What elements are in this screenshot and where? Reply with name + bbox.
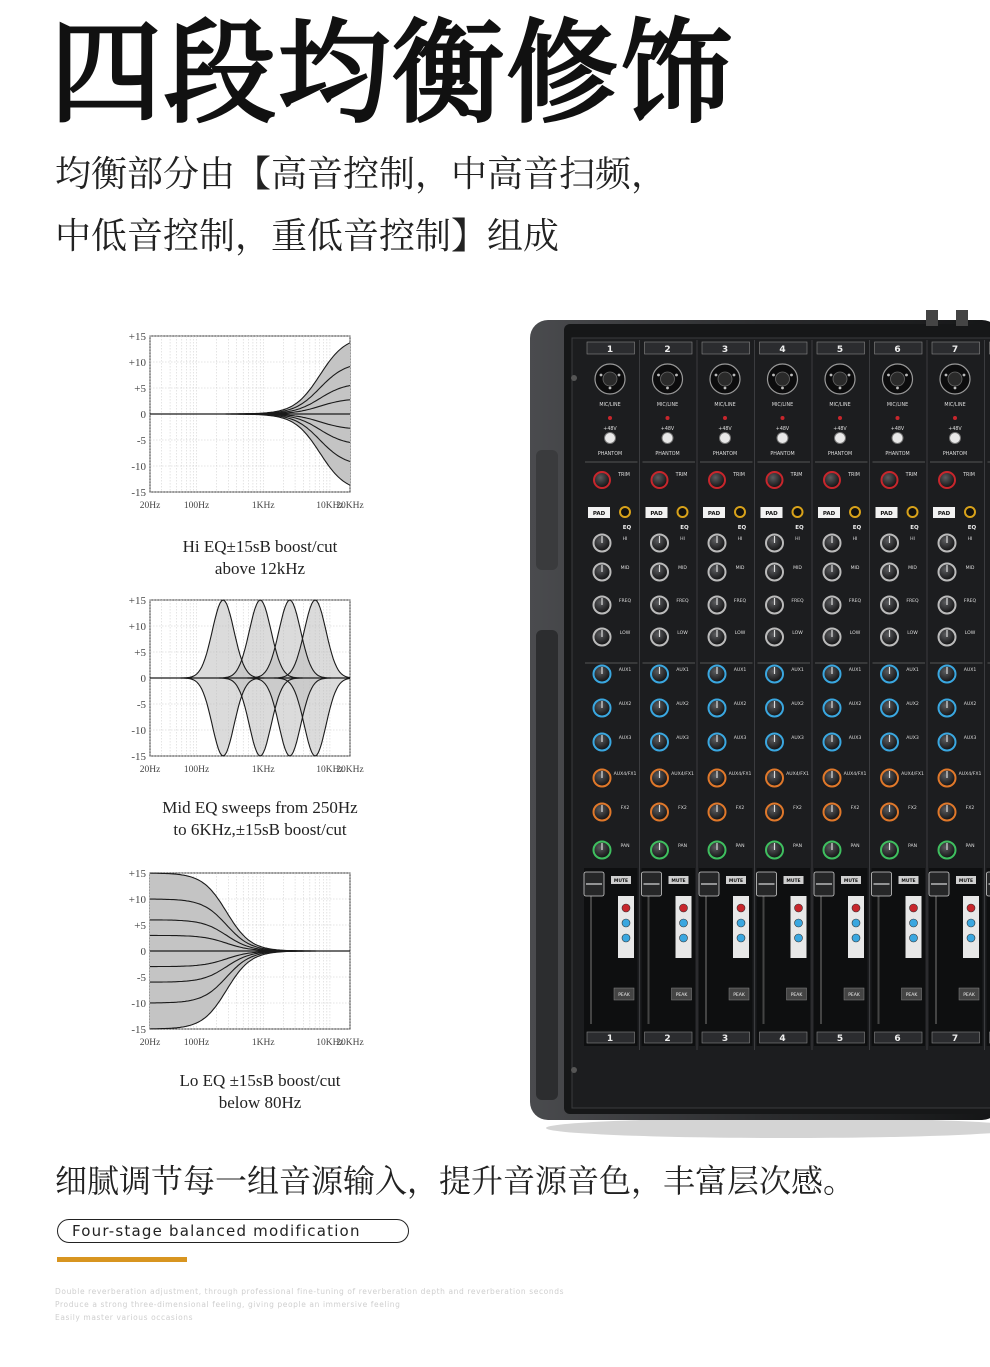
xlr-pin	[657, 374, 660, 377]
trim-label: TRIM	[905, 473, 918, 478]
hi-eq-y-tick: +5	[134, 383, 146, 395]
peak-led	[965, 507, 975, 517]
subtitle-line-2: 中低音控制，重低音控制】组成	[55, 216, 560, 257]
mid-eq-y-tick: 0	[140, 673, 146, 685]
xlr-pin	[772, 374, 775, 377]
mute-label: MUTE	[843, 879, 859, 884]
routing-led	[680, 919, 688, 927]
mid-eq-caption-line-2: to 6KHz,±15sB boost/cut	[173, 820, 347, 839]
phantom-button-label: PHANTOM	[942, 452, 968, 457]
mid-eq-y-tick: -5	[136, 699, 146, 711]
knob-label: LOW	[619, 631, 631, 636]
pad-label: PAD	[880, 511, 893, 517]
channel-number: 2	[664, 345, 671, 355]
subtitle-line-1: 均衡部分由【高音控制，中高音扫频，	[55, 154, 668, 195]
xlr-inner	[661, 372, 675, 386]
phantom-button	[605, 433, 616, 444]
mute-label: MUTE	[671, 879, 686, 884]
routing-led	[795, 919, 803, 927]
trim-label: TRIM	[963, 473, 975, 478]
knob-label: FREQ	[963, 599, 977, 604]
eq-label: EQ	[622, 525, 632, 531]
phantom-button-label: PHANTOM	[597, 452, 623, 457]
lo-eq-x-tick: 1KHz	[251, 1038, 275, 1048]
knob-label: FX2	[678, 806, 687, 811]
eq-label: EQ	[737, 525, 747, 531]
phantom-button	[835, 433, 846, 444]
knob-label: AUX4/FX1	[901, 772, 924, 777]
xlr-pin	[618, 374, 621, 377]
mid-eq-caption	[110, 797, 410, 841]
pad-label: PAD	[937, 511, 951, 517]
lo-eq-x-tick: 10KHz	[316, 1038, 344, 1048]
knob-label: PAN	[677, 844, 688, 849]
phantom-label: +48V	[833, 427, 847, 432]
routing-led	[737, 934, 745, 942]
phantom-led	[838, 416, 842, 420]
peak-led	[793, 507, 803, 517]
mute-label: MUTE	[958, 879, 974, 884]
hi-eq-caption-line-1: Hi EQ±15sB boost/cut	[182, 537, 338, 556]
knob-label: FREQ	[848, 599, 862, 604]
knob-label: AUX4/FX1	[958, 772, 982, 777]
phantom-label: +48V	[775, 427, 790, 432]
channel-number: 4	[779, 345, 786, 355]
channel-number-bottom: 5	[836, 1034, 844, 1044]
knob-label: HI	[622, 537, 628, 542]
input-label: MIC/LINE	[829, 403, 851, 408]
knob-label: AUX2	[848, 702, 862, 707]
knob-label: MID	[678, 566, 687, 571]
eq-label: EQ	[680, 525, 689, 531]
peak-led	[908, 507, 918, 517]
fader-slot	[648, 882, 650, 1024]
trim-label: TRIM	[618, 473, 630, 478]
knob-label: FX2	[850, 806, 860, 811]
channel-number: 1	[606, 345, 614, 355]
eq-label: EQ	[852, 525, 862, 531]
eq-label: EQ	[795, 525, 804, 531]
hi-eq-chart	[118, 328, 368, 518]
mid-eq-y-tick: +10	[128, 621, 146, 633]
phantom-button	[720, 433, 731, 444]
phantom-led	[723, 416, 727, 420]
knob-label: AUX2	[906, 702, 919, 707]
eq-label: EQ	[910, 525, 919, 531]
routing-led	[680, 934, 688, 942]
peak-label: PEAK	[675, 993, 688, 998]
routing-led	[910, 934, 918, 942]
channel-number: 5	[836, 345, 844, 355]
trim-knob	[767, 472, 783, 488]
lo-eq-x-tick: 20KHz	[336, 1038, 364, 1048]
channel-number-bottom: 7	[951, 1034, 959, 1044]
mid-eq-x-tick: 1KHz	[251, 765, 275, 775]
phantom-led	[896, 416, 900, 420]
routing-led	[852, 919, 860, 927]
knob-label: AUX4/FX1	[786, 772, 809, 777]
fader-slot	[590, 882, 592, 1024]
lo-eq-y-tick: -5	[136, 972, 146, 984]
knob-label: LOW	[964, 631, 976, 636]
lo-eq-y-tick: 0	[140, 946, 146, 958]
phantom-button-label: PHANTOM	[770, 452, 795, 457]
knob-label: AUX4/FX1	[843, 772, 867, 777]
peak-label: PEAK	[733, 993, 745, 998]
fader-slot	[878, 882, 880, 1024]
routing-led	[910, 904, 918, 912]
phantom-label: +48V	[948, 427, 962, 432]
mute-label: MUTE	[728, 879, 744, 884]
lo-eq-y-tick: -15	[131, 1024, 146, 1036]
mixer-image	[526, 310, 990, 1144]
xlr-pin	[945, 374, 948, 377]
phantom-led	[781, 416, 785, 420]
knob-label: MID	[620, 566, 630, 571]
xlr-inner	[718, 372, 732, 386]
mute-label: MUTE	[613, 879, 629, 884]
page-title: 四段均衡修饰	[50, 9, 734, 139]
phantom-button-label: PHANTOM	[885, 452, 910, 457]
input-label: MIC/LINE	[771, 403, 794, 408]
channel-number: 3	[721, 345, 729, 355]
mixer-handle-upper	[536, 450, 558, 570]
peak-label: PEAK	[905, 993, 918, 998]
xlr-pin	[790, 374, 793, 377]
knob-label: HI	[852, 537, 858, 542]
xlr-pin	[733, 374, 736, 377]
hi-eq-y-tick: -15	[131, 487, 146, 499]
screw	[571, 1067, 577, 1073]
jack-top	[926, 310, 938, 326]
lo-eq-y-tick: +15	[128, 868, 146, 880]
knob-label: AUX3	[848, 736, 862, 741]
peak-label: PEAK	[790, 993, 803, 998]
hi-eq-caption-line-2: above 12kHz	[214, 559, 306, 578]
trim-knob	[882, 472, 898, 488]
peak-led	[735, 507, 745, 517]
knob-label: FX2	[620, 806, 630, 811]
phantom-label: +48V	[660, 427, 675, 432]
fine-print-line-1: Double reverberation adjustment, through professional fine-tuning of reverberation depth and reverberation seconds	[55, 1287, 565, 1296]
hi-eq-x-tick: 100Hz	[183, 501, 210, 511]
tag-pill: Four-stage balanced modification	[57, 1219, 409, 1243]
trim-knob	[709, 472, 725, 488]
knob-label: FX2	[908, 806, 917, 811]
lo-eq-caption	[110, 1070, 410, 1114]
channel-number-bottom: 6	[894, 1034, 901, 1044]
phantom-button-label: PHANTOM	[655, 452, 680, 457]
knob-label: PAN	[735, 844, 745, 849]
knob-label: PAN	[907, 844, 918, 849]
knob-label: AUX1	[906, 668, 919, 673]
trim-label: TRIM	[848, 473, 860, 478]
knob-label: PAN	[792, 844, 803, 849]
xlr-pin	[963, 374, 966, 377]
routing-led	[622, 904, 630, 912]
bottom-description: 细腻调节每一组音源输入，提升音源音色，丰富层次感。	[55, 1162, 856, 1200]
lo-eq-caption-line-2: below 80Hz	[218, 1093, 302, 1112]
input-label: MIC/LINE	[886, 403, 909, 408]
trim-knob	[939, 472, 955, 488]
xlr-inner	[603, 372, 617, 386]
pad-label: PAD	[650, 511, 663, 517]
input-label: MIC/LINE	[599, 403, 621, 408]
routing-led	[622, 934, 630, 942]
knob-label: PAN	[850, 844, 860, 849]
hi-eq-y-tick: 0	[140, 409, 146, 421]
mid-eq-y-tick: -10	[131, 725, 146, 737]
jack-top	[956, 310, 968, 326]
pad-label: PAD	[822, 511, 836, 517]
routing-led	[795, 904, 803, 912]
mid-eq-caption-line-1: Mid EQ sweeps from 250Hz	[162, 798, 358, 817]
mid-eq-x-tick: 20Hz	[139, 765, 161, 775]
routing-led	[852, 904, 860, 912]
xlr-inner	[833, 372, 847, 386]
peak-label: PEAK	[963, 993, 975, 998]
knob-label: LOW	[734, 631, 746, 636]
xlr-pin	[600, 374, 603, 377]
routing-led	[737, 904, 745, 912]
knob-label: AUX3	[963, 736, 977, 741]
phantom-button-label: PHANTOM	[827, 452, 853, 457]
routing-led	[910, 919, 918, 927]
knob-label: FREQ	[791, 599, 804, 604]
routing-led	[852, 934, 860, 942]
knob-label: FREQ	[618, 599, 632, 604]
knob-label: AUX1	[676, 668, 689, 673]
phantom-button	[892, 433, 903, 444]
lo-eq-y-tick: +5	[134, 920, 146, 932]
knob-label: HI	[737, 537, 743, 542]
mid-eq-x-tick: 10KHz	[316, 765, 344, 775]
hi-eq-y-tick: +10	[128, 357, 146, 369]
input-label: MIC/LINE	[656, 403, 679, 408]
knob-label: AUX1	[733, 668, 747, 673]
xlr-pin	[896, 387, 899, 390]
phantom-led	[666, 416, 670, 420]
trim-label: TRIM	[790, 473, 803, 478]
hi-eq-x-tick: 10KHz	[316, 501, 344, 511]
knob-label: FX2	[793, 806, 802, 811]
knob-label: AUX2	[618, 702, 632, 707]
xlr-pin	[848, 374, 851, 377]
knob-label: HI	[910, 537, 915, 542]
knob-label: AUX1	[963, 668, 977, 673]
channel-number-bottom: 2	[664, 1034, 671, 1044]
fader-slot	[820, 882, 822, 1024]
peak-led	[620, 507, 630, 517]
xlr-pin	[724, 387, 727, 390]
knob-label: AUX1	[791, 668, 804, 673]
peak-led	[850, 507, 860, 517]
peak-led	[678, 507, 688, 517]
knob-label: AUX3	[733, 736, 747, 741]
input-label: MIC/LINE	[714, 403, 736, 408]
knob-label: LOW	[792, 631, 803, 636]
hi-eq-x-tick: 20KHz	[336, 501, 364, 511]
trim-knob	[652, 472, 668, 488]
xlr-pin	[781, 387, 784, 390]
knob-label: LOW	[677, 631, 688, 636]
hi-eq-x-tick: 20Hz	[139, 501, 161, 511]
routing-led	[967, 904, 975, 912]
phantom-button	[950, 433, 961, 444]
eq-label: EQ	[967, 525, 977, 531]
channel-number: 6	[894, 345, 901, 355]
routing-led	[737, 919, 745, 927]
knob-label: FREQ	[733, 599, 747, 604]
knob-label: AUX3	[618, 736, 632, 741]
xlr-pin	[830, 374, 833, 377]
xlr-pin	[715, 374, 718, 377]
knob-label: FX2	[965, 806, 975, 811]
trim-knob	[824, 472, 840, 488]
trim-knob	[594, 472, 610, 488]
routing-led	[795, 934, 803, 942]
knob-label: FREQ	[676, 599, 689, 604]
hi-eq-y-tick: -5	[136, 435, 146, 447]
pad-label: PAD	[707, 511, 721, 517]
mid-eq-chart	[118, 592, 368, 782]
mid-eq-y-tick: +5	[134, 647, 146, 659]
mixer-shadow	[546, 1118, 990, 1138]
input-label: MIC/LINE	[944, 403, 966, 408]
pad-label: PAD	[592, 511, 606, 517]
xlr-pin	[666, 387, 669, 390]
lo-eq-chart	[118, 865, 368, 1055]
mid-eq-y-tick: +15	[128, 595, 146, 607]
screw	[571, 375, 577, 381]
fader-slot	[763, 882, 765, 1024]
routing-led	[967, 919, 975, 927]
knob-label: LOW	[849, 631, 861, 636]
knob-label: MID	[850, 566, 860, 571]
phantom-led	[953, 416, 957, 420]
knob-label: PAN	[620, 844, 630, 849]
knob-label: AUX1	[618, 668, 632, 673]
mute-label: MUTE	[786, 879, 801, 884]
xlr-pin	[675, 374, 678, 377]
fine-print-line-3: Easily master various occasions	[55, 1313, 194, 1322]
lo-eq-y-tick: +10	[128, 894, 146, 906]
mixer-handle-lower	[536, 630, 558, 1100]
lo-eq-y-tick: -10	[131, 998, 146, 1010]
knob-label: AUX3	[906, 736, 919, 741]
hi-eq-y-tick: +15	[128, 331, 146, 343]
knob-label: HI	[680, 537, 685, 542]
knob-label: MID	[908, 566, 917, 571]
knob-label: MID	[965, 566, 975, 571]
phantom-button	[662, 433, 673, 444]
knob-label: MID	[793, 566, 802, 571]
knob-label: AUX1	[848, 668, 862, 673]
hi-eq-caption	[110, 536, 410, 580]
knob-label: AUX2	[676, 702, 689, 707]
fader-slot	[935, 882, 937, 1024]
knob-label: MID	[735, 566, 745, 571]
knob-label: AUX4/FX1	[728, 772, 752, 777]
mid-eq-y-tick: -15	[131, 751, 146, 763]
knob-label: AUX4/FX1	[613, 772, 637, 777]
accent-bar	[57, 1257, 187, 1262]
knob-label: AUX4/FX1	[671, 772, 694, 777]
channel-number-bottom: 3	[721, 1034, 729, 1044]
routing-led	[622, 919, 630, 927]
routing-led	[680, 904, 688, 912]
peak-label: PEAK	[618, 993, 630, 998]
knob-label: HI	[967, 537, 973, 542]
lo-eq-x-tick: 20Hz	[139, 1038, 161, 1048]
phantom-label: +48V	[890, 427, 905, 432]
phantom-button-label: PHANTOM	[712, 452, 738, 457]
routing-led	[967, 934, 975, 942]
xlr-pin	[609, 387, 612, 390]
knob-label: AUX2	[733, 702, 747, 707]
xlr-pin	[954, 387, 957, 390]
channel-number-bottom: 4	[779, 1034, 786, 1044]
fader-slot	[705, 882, 707, 1024]
knob-label: LOW	[907, 631, 918, 636]
peak-label: PEAK	[848, 993, 860, 998]
knob-label: AUX2	[963, 702, 977, 707]
hi-eq-y-tick: -10	[131, 461, 146, 473]
lo-eq-caption-line-1: Lo EQ ±15sB boost/cut	[179, 1071, 341, 1090]
trim-label: TRIM	[675, 473, 688, 478]
phantom-button	[777, 433, 788, 444]
fine-print-line-2: Produce a strong three-dimensional feeling, giving people an immersive feeling	[55, 1300, 401, 1309]
trim-label: TRIM	[733, 473, 745, 478]
knob-label: FREQ	[906, 599, 919, 604]
knob-label: AUX3	[676, 736, 689, 741]
knob-label: HI	[795, 537, 800, 542]
xlr-inner	[891, 372, 905, 386]
phantom-label: +48V	[603, 427, 617, 432]
mute-label: MUTE	[901, 879, 916, 884]
channel-number: 7	[951, 345, 959, 355]
hi-eq-x-tick: 1KHz	[251, 501, 275, 511]
phantom-led	[608, 416, 612, 420]
channel-number-bottom: 1	[606, 1034, 614, 1044]
phantom-label: +48V	[718, 427, 732, 432]
knob-label: AUX3	[791, 736, 804, 741]
knob-label: AUX2	[791, 702, 804, 707]
xlr-inner	[948, 372, 962, 386]
lo-eq-x-tick: 100Hz	[183, 1038, 210, 1048]
mid-eq-x-tick: 20KHz	[336, 765, 364, 775]
pad-label: PAD	[765, 511, 778, 517]
xlr-pin	[905, 374, 908, 377]
xlr-inner	[776, 372, 790, 386]
knob-label: PAN	[965, 844, 975, 849]
knob-label: FX2	[735, 806, 745, 811]
mid-eq-x-tick: 100Hz	[183, 765, 210, 775]
xlr-pin	[839, 387, 842, 390]
xlr-pin	[887, 374, 890, 377]
